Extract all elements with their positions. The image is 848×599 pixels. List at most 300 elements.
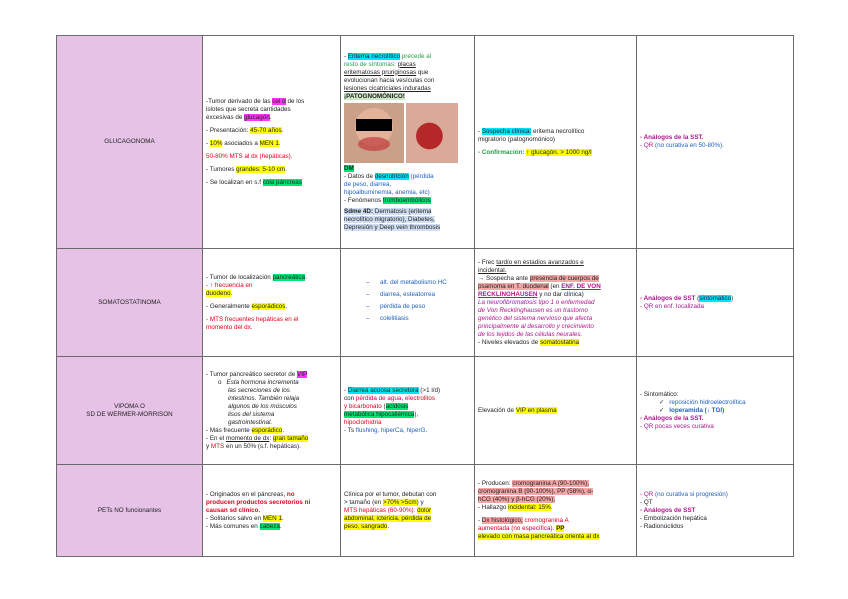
text-span: momento de dx [225,434,270,442]
text-span: - Tumor pancreático secretor de [206,370,297,378]
text-span: gran tamaño [272,434,309,442]
text-span: excesivas de [206,113,245,121]
text-span: intestinos. También relaja [228,394,300,402]
text-line [206,179,337,187]
text-span: MTS [210,442,225,450]
text-line [640,523,790,531]
text-span: resto de síntomas: [344,60,398,68]
text-span: Dermatosis (eritema [373,207,432,215]
text-line [344,523,471,531]
skin-lesion-photo [406,103,458,163]
text-line [344,61,471,69]
text-span: ↑ glucagón. > 1000 ng/l [526,148,592,156]
text-line [344,208,471,216]
text-span: placas [397,60,416,68]
text-line [478,275,633,283]
text-span: alt. del metabolismo HC [380,278,447,286]
list-item [206,387,337,395]
text-span: - Frec [478,258,497,266]
text-line [206,499,337,507]
text-span: - Solitarios salvo en [206,514,263,522]
text-span: Esta hormona incrementa [226,378,299,386]
text-line [344,197,471,205]
text-span: genético del sistema nervioso que afecta [478,314,593,322]
text-line [344,165,471,173]
text-line [206,507,337,515]
list-item [206,395,337,403]
text-span: DM [344,164,354,172]
symptom-list [344,279,471,323]
text-span: migratorio (patognomónico) [478,135,555,143]
text-span: cabeza [259,522,280,530]
text-line [478,488,633,496]
text-span: ) [731,294,734,302]
text-span: evolucionan hacia vesículas con [344,76,435,84]
text-span: - Se localizan en s.f [206,178,263,186]
text-span: tardío en estadios avanzados e [496,258,584,266]
text-line [478,407,633,415]
pathology-cell [203,36,341,249]
text-span: dolor [417,506,432,514]
text-span: esporádico [251,426,283,434]
text-line [478,323,633,331]
check-icon: ✓ [659,398,665,406]
text-line [206,98,337,106]
text-span: incidental: 15% [508,504,551,511]
text-line [206,127,337,135]
text-span: acidosis [385,402,409,410]
list-item [206,419,337,427]
row-name-cell [57,36,203,249]
text-span: . [279,522,282,530]
text-line [344,419,471,427]
text-line [478,299,633,307]
text-span: VIP [297,370,308,378]
text-span: (no curativa si progresión) [653,490,728,498]
text-span: eritematosas pruriginosas [344,68,417,76]
text-span: y bicarbonato [344,402,382,410]
text-span: (en [548,282,562,290]
text-span: - Producen: [478,480,513,487]
text-span: - Tumores [206,165,237,173]
clinical-cell [341,465,475,557]
text-span: - ↑ frecuencia en [206,281,253,289]
text-span: (>1 l/d) [418,386,441,394]
text-line [344,53,471,61]
list-item [344,303,471,311]
text-span: y [206,442,211,450]
censor-bar [356,119,392,131]
text-span: - Sintomático: [640,390,679,398]
text-span: cromogranina A [522,517,569,524]
text-line [640,391,790,399]
text-line [478,128,633,136]
text-span: causan sd clínico. [206,506,261,514]
text-line [206,106,337,114]
text-span: > tamaño (en [344,498,384,506]
text-span: - [478,517,482,524]
text-line [640,499,790,507]
text-line [206,523,337,531]
pathology-cell [203,465,341,557]
row-name-cell [57,249,203,357]
text-span: La neurofibromatosis tipo 1 o enfermedad [478,298,595,306]
text-span: cel α [272,97,286,105]
text-span: ) y [416,498,424,506]
text-span: asociados a [222,139,260,147]
text-span: metabólica hipocaliémica [344,410,415,418]
text-span: . [230,289,233,297]
text-span: - Datos de [344,172,375,180]
row-name-cell [57,465,203,557]
text-span: - QR [640,142,654,149]
text-span: lesiones cicatriciales induradas [344,84,431,92]
text-span: ( [695,294,700,302]
text-span: - Fenómenos [344,196,383,204]
text-span: psamoma en T. duodenal [478,282,549,290]
rash-area [358,137,390,151]
text-line [640,491,790,499]
text-line [344,403,471,411]
text-span: - [206,139,210,147]
text-span: - [478,127,482,135]
text-span: duodeno [206,289,231,297]
text-span: - MTS frecuentes hepáticas en el [206,315,299,323]
bullet-dash: – [366,278,370,286]
text-span: Depresión y Deep vein thrombosis [344,223,441,231]
list-item [640,407,790,415]
text-span: hipoclorhidria [344,418,382,426]
text-line [640,515,790,523]
text-span: - [344,52,348,60]
text-line [640,415,790,423]
text-span: . [285,165,287,173]
list-item [206,411,337,419]
text-span: MTS hepáticas (60-90%): [344,506,418,514]
text-span: grandes: 5-10 cm [236,165,286,173]
text-span: . [278,139,281,147]
text-span: hCG (40%) y β-hCG (20%). [478,496,556,503]
text-span: Elevación de [478,406,516,414]
table-row [57,357,794,465]
tumor-name: SOMATOSTATINOMA [98,298,161,306]
text-line [206,282,337,290]
text-span: . [425,426,428,434]
text-span: de Von Recklinghausen es un trastorno [478,306,589,314]
list-item [206,379,337,387]
text-span: producen productos secretorios ni [206,498,311,506]
text-line [344,411,471,419]
tumor-name: VIPOMA O [114,402,145,410]
text-line [478,283,633,291]
bullet-circle: o [218,378,222,386]
text-line [344,181,471,189]
text-span: - QT [640,498,653,506]
text-span: - Radionúclidos [640,522,684,530]
clinical-cell [341,357,475,465]
text-line [478,339,633,347]
text-span: (no curativa en 50-80%). [653,142,724,149]
clinical-cell [341,36,475,249]
text-span: Sospecha clínica: [481,127,532,135]
text-line [344,69,471,77]
text-span: - Análogos de la SST. [640,134,704,141]
text-span: RECKLINGHAUSEN [478,290,538,298]
text-span: - Ts [344,426,356,434]
text-span: pancreática [272,273,306,281]
treatment-cell [637,357,794,465]
text-line [478,307,633,315]
text-span: - Análogos de SST [640,294,696,302]
list-item [344,279,471,287]
text-span: . [281,126,284,134]
text-line [206,491,337,499]
text-line [206,427,337,435]
text-line [478,291,633,299]
text-span: gastrointestinal. [228,418,273,426]
diagnosis-cell [475,465,637,557]
text-span: abdominal, ictericia, pérdida de [344,514,432,522]
text-span: - Generalmente [206,302,252,310]
text-span: hipoalbuminemia, anemia, etc) [344,188,430,196]
table-row [57,465,794,557]
text-line [206,303,337,311]
text-line [478,259,633,267]
text-line [344,515,471,523]
text-span: - Confirmación: [478,148,527,156]
text-span: - Más frecuente [206,426,252,434]
text-span: 10% [209,139,223,147]
text-line [478,267,633,275]
text-span: - Análogos de la SST. [640,414,704,422]
clinical-cell [341,249,475,357]
diagnosis-cell [475,36,637,249]
text-span: ( [381,402,386,410]
text-span: (pérdida [408,172,434,180]
text-line [206,140,337,148]
treatment-cell [637,249,794,357]
text-line [344,491,471,499]
text-span: ENF. DE VON [561,282,601,290]
text-line [344,173,471,181]
text-span: cola páncreas [262,178,302,186]
text-span: esporádicos [251,302,286,310]
text-line [206,114,337,122]
text-line [344,427,471,435]
treatment-cell [637,465,794,557]
text-line [640,303,790,311]
list-item [344,315,471,323]
text-span: lisos del sistema [228,410,275,418]
text-span: 50-80% MTS al dx (hepáticas). [206,152,293,160]
text-span: PP [556,525,565,532]
text-line [206,316,337,324]
text-line [206,153,337,161]
text-span: tromboembólicos [382,196,431,204]
text-span: elevado con masa pancreática orienta al dx [478,533,600,540]
text-span: glucagón [244,113,270,121]
text-span: reposición hidroelectrolítica [669,398,746,406]
text-span: . [269,113,272,121]
text-span: . [387,522,390,530]
diagnosis-cell [475,357,637,465]
text-span: de peso, diarrea, [344,180,392,188]
text-span: Eritema necrolítico [347,52,401,60]
text-span: . [305,273,307,281]
text-line [344,189,471,197]
text-line [344,387,471,395]
text-span: desnutrición [374,172,409,180]
text-line [478,533,633,541]
text-span: - Tumor de localización [206,273,273,281]
text-span: - QR [640,490,654,498]
text-span: aumentada (no específica). [478,525,557,532]
text-span: - Más comunes en [206,522,260,530]
text-line [206,290,337,298]
text-span: Sdme 4D: [344,207,374,215]
text-span: diarrea, esteatorrea [380,290,435,298]
text-line [206,166,337,174]
text-span: presencia de cuerpos de [529,274,599,282]
text-span: >70% >5cm [383,498,417,506]
text-span: de los tejidos de las células neurales. [478,330,583,338]
tumor-name: GLUCAGONOMA [104,138,155,145]
list-item [344,291,471,299]
text-line [344,216,471,224]
text-span: las secreciones de los [228,386,290,394]
tumor-name: SD DE WERMER-MORRISON [86,410,173,418]
text-line [478,331,633,339]
diagnosis-cell [475,249,637,357]
text-span: . [282,426,285,434]
text-span: VIP en plasma [515,406,557,414]
text-line [640,423,790,431]
text-span: - Embolización hepática [640,514,707,522]
text-span: . [285,302,288,310]
text-span: somatostatina [539,338,580,346]
text-span: cromogranina A (90-100%), [512,480,589,487]
text-line [206,371,337,379]
text-line [640,295,790,303]
text-line [206,274,337,282]
patient-face-photo [344,103,404,163]
text-line [478,480,633,488]
text-span: Dx histológico, [481,517,523,524]
tumor-summary-table [56,35,794,557]
text-span: - Presentación: [206,126,251,134]
text-span: de los [285,97,305,105]
text-span: . [550,504,553,511]
text-span: momento del dx. [206,323,253,331]
text-span: principalmente al desarrollo y crecimiento [478,322,594,330]
text-span: no [286,490,295,498]
text-span: - Análogos de SST [640,506,696,514]
text-span: : [269,434,273,442]
text-span: MEN 1 [262,514,282,522]
text-span: ¡PATOGNOMÓNICO! [344,92,405,100]
text-line [206,324,337,332]
list-item [640,399,790,407]
text-span: eritema necrolítico [531,127,585,135]
text-line [478,315,633,323]
bullet-dash: – [366,314,370,322]
pathology-cell [203,357,341,465]
text-line [640,142,790,150]
text-line [478,136,633,144]
text-line [640,134,790,142]
text-line [478,496,633,504]
text-span: . [281,514,284,522]
check-icon: ✓ [659,406,665,414]
text-span: pérdida de agua, electrolitos [355,394,436,402]
text-span: peso, sangrado [344,522,388,530]
text-span: - QR en enf. localizada [640,302,705,310]
text-line [344,507,471,515]
text-line [478,525,633,533]
text-span: flushing, hiperCa, hiperG [355,426,426,434]
text-span: cromogranina B (90-100%), PP (58%), α- [478,488,594,495]
text-span: con [344,394,356,402]
text-span: islotes que secreta cantidades [206,105,291,113]
text-line [344,77,471,85]
bullet-dash: – [366,302,370,310]
text-span: - Niveles elevados de [478,338,540,346]
text-span: pérdida de peso [380,302,426,310]
text-span: Clínica por el tumor, debutan con [344,490,437,498]
text-line [344,85,471,93]
text-span: Diarrea acuosa secretora [347,386,419,394]
pathology-cell [203,249,341,357]
text-span: → Sospecha ante [478,274,530,282]
text-span: - Hallazgo [478,504,509,511]
text-span: - Originados en el páncreas, [206,490,287,498]
clinical-photos [344,103,471,163]
text-span: loperamida (↓ TGI) [669,406,725,414]
text-span: necrolítico migratorio), Diabetes, [344,215,435,223]
text-span: MEN 1 [259,139,279,147]
table-row [57,249,794,357]
text-span: sintomático [699,294,732,302]
bullet-dash: – [366,290,370,298]
text-line [478,149,633,157]
row-name-cell [57,357,203,465]
text-span: ), [414,410,419,418]
text-line [478,517,633,525]
text-span: - [344,386,348,394]
text-line [344,224,471,232]
text-span: algunos de los músculos [228,402,297,410]
tumor-name: PETs NO funcionantes [97,506,162,514]
text-span: - QR pocas veces curativa [640,422,714,430]
text-span: en un 50% (s.f. hepáticas). [224,442,301,450]
text-line [344,395,471,403]
text-span: 45-70 años [250,126,282,134]
text-line [344,93,471,101]
list-item [206,403,337,411]
table-row [57,36,794,249]
text-span: - En el [206,434,226,442]
text-span: colelitiasis [380,314,409,322]
text-span: -Tumor derivado de las [206,97,273,105]
text-line [640,507,790,515]
text-line [206,435,337,443]
text-span: incidental. [478,266,507,274]
text-line [478,504,633,512]
text-span: precede al [400,52,432,60]
text-line [344,499,471,507]
text-line [206,515,337,523]
text-span: que [416,68,429,76]
